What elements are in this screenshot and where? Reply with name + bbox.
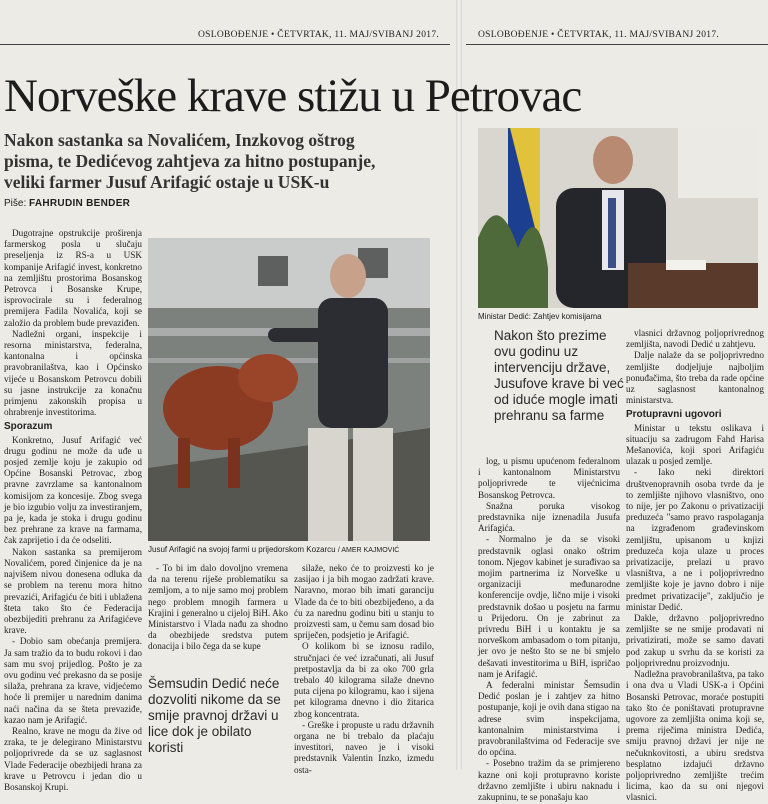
paragraph: log, u pismu upućenom federalnom i kantonalnom Ministarstvu poljoprivrede te vijećnicima Bosanskog Petrovca. — [478, 456, 620, 500]
page-header-left: OSLOBOĐENJE • ČETVRTAK, 11. MAJ/SVIBANJ 2017. — [198, 30, 440, 40]
section-heading: Protupravni ugovori — [626, 409, 722, 421]
farm-photo-caption — [148, 545, 399, 554]
paragraph: - Posebno tražim da se primjereno kazne oni koji protupravno koriste državno zemljište i ubiru naknadu i zakupninu, te se ponašaju kao — [478, 758, 620, 803]
paragraph: Dugotrajne opstrukcije proširenja farmerskog posla u slučaju preseljenja iz RS-a u USK kompanije Arifagić invest, konkretno na zemljištu prostorima Bosanskog Petrovca i Bosanske Krupe, isprovocirale su i federalnog premijera Fadila Novalića, koji se založio da problem bude prevaziđen. — [4, 228, 142, 328]
paragraph: Realno, krave ne mogu da žive od zraka, te je delegirano Ministarstvu poljoprivrede da se uz saglasnost Vlade Federacije obezbijedi hrana za krave u Petrovcu i jedan dio u Bosanskoj Krupi. — [4, 725, 142, 792]
article-headline: Norveške krave stižu u Petrovac — [4, 70, 582, 122]
paragraph: Ministar u tekstu oslikava i situaciju sa zadrugom Fahd Harisa Mešanovića, koji spori Arifagiću ulazak u posjed zemlje. — [626, 422, 764, 467]
paragraph: - To bi im dalo dovoljno vremena da na terenu riješe problematiku sa zemljom, a to nije samo moj problem nego problem mnogih farmera u Krajini i generalno u cijeloj BiH. Ako Ministarstvo i Vlada nađu za shodno da obezbijede sredstva putem donacija i bilo čega da se kupe — [148, 563, 288, 652]
minister-photo-caption: Ministar Dedić: Zahtjev komisijama — [478, 312, 602, 321]
author-name: FAHRUDIN BENDER — [29, 198, 131, 209]
paragraph: Dalje nalaže da se poljoprivredno zemljište dodjeljuje najboljim ponuđačima, što treba da rade općine uz saglasnost kantonalnog ministarstva. — [626, 350, 764, 406]
article-byline — [4, 198, 130, 209]
minister-photo — [478, 128, 758, 308]
farm-photo — [148, 238, 430, 541]
article-column-1 — [4, 228, 142, 792]
page-header-right: OSLOBOĐENJE • ČETVRTAK, 11. MAJ/SVIBANJ 2017. — [478, 30, 720, 40]
article-subtitle: Nakon sastanka sa Novalićem, Inzkovog oštrog pisma, te Dedićevog zahtjeva za hitno postupanje, veliki farmer Jusuf Arifagić ostaje u USK-u — [4, 130, 376, 192]
paragraph: - Iako neki direktori društvenopravnih osoba tvrde da je to zemljište njihovo vlasništvo, ono to nije, jer po Zakonu o privatizaciji preduzeća "samo pravo raspolaganja na izgrađenom građevinskom zemljištu, upisanom u knjizi preduzeća koja ulaze u proces privatizacije, prelazi u pravo vlasništva, a ne i poljoprivredno zemljište koje je javno dobro i nije predmet privatizacije", zaključio je ministar Dedić. — [626, 467, 764, 612]
caption-text: Jusuf Arifagić na svojoj farmi u prijedorskom Kozarcu — [148, 545, 336, 554]
pull-quote-intervention: Nakon što prezime ovu godinu uz intervenciju države, Jusufove krave bi već od iduće mogle imati prehranu sa farme — [494, 328, 624, 423]
paragraph: - Dobio sam obećanja premijera. Ja sam tražio da to budu rokovi i dao sam mu svoj prijedlog. Pošto je za ovu godinu već prekasno da se posije silaža, prehrana za krave, vidjećemo hoće li premijer u narednim danima naći načina da se šteta prevaziđe, kazao nam je Arifagić. — [4, 636, 142, 725]
section-heading: Sporazum — [4, 421, 53, 433]
article-column-5 — [626, 328, 764, 803]
header-rule-left — [0, 44, 450, 45]
paragraph: Nadležni organi, inspekcije i resorna ministarstva, federalna, kantonalna i općinska pravobranilaštva, kao i Općinsko vijeće u Bosanskom Petrovcu dobili su jasne instrukcije za konačnu primjenu zakonskih propisa u ohrabrenje investitorima. — [4, 328, 142, 418]
paragraph: - Normalno je da se visoki predstavnik oglasi onako oštrim tonom. Njegov kabinet je surađivao sa mojim partnerima iz Norveške u organizaciji međunarodne konferencije ovdje, lično mije i visoki predstavnik došao u posjetu na farmu u Prijedoru. On je zabrinut za privredu BiH i u kontaktu je sa norveškom ambasadom o tom pitanju, jer ovo je nešto što se ne bi smjelo dešavati investitorima u BiH, ispričao nam je Arifagić. — [478, 534, 620, 679]
paragraph: silaže, neko će to proizvesti ko je zasijao i ja bih mogao zadržati krave. Naravno, morao bih imati garanciju Vlade da će to biti obezbijeđeno, a da ću za narednu godinu biti u stanju to proizvesti sam, u čemu sam dosad bio spriječen, podsjetio je Arifagić. — [294, 563, 434, 641]
paragraph: Snažna poruka visokog predstavnika nije iznenadila Jusufa Arifagića. — [478, 500, 620, 534]
paragraph: O kolikom bi se iznosu radilo, stručnjaci će već izračunati, ali Jusuf pretpostavlja da bi za oko 700 grla trebalo 40 kilograma silaže dnevno puta cijena po kilogramu, kao i sijena pet kilograma dnevno i dio žitarica zbog koncentrata. — [294, 641, 434, 719]
photo-credit: / AMER KAJMOVIĆ — [337, 547, 400, 554]
paragraph: A federalni ministar Šemsudin Dedić poslan je i zahtjev za hitno postupanje, koji je ovih dana stigao na adrese svim inspekcijama, kantonalnim ministarstvima i pravobranilaštvima od Federacije sve do općina. — [478, 680, 620, 758]
minister-photo-illustration — [478, 128, 758, 308]
paragraph: Konkretno, Jusuf Arifagić već drugu godinu ne može da uđe u posjed zemlje koju je zakupio od Općine Bosanski Petrovac, zbog pravne zavrzlame sa kantonalnom komisijom za koncesije. Zbog svega je bio izgubio volju za investiranjem, pa je, kada je stoka i drugu godinu bez prehrane za krave na farmama, čak zaprijetio i da će odseliti. — [4, 434, 142, 546]
paragraph: vlasnici državnog poljoprivrednog zemljišta, navodi Dedić u zahtjevu. — [626, 328, 764, 350]
paragraph: Nakon sastanka sa premijerom Novalićem, pored činjenice da je na najvišem nivou donesena odluka da se problem na terenu mora hitno prevazići, Arifagiću će biti i ublažena šteta tako što će Federacija obezbijediti prehranu za Arifagićeve krave. — [4, 546, 142, 636]
article-column-3 — [294, 563, 434, 775]
pull-quote-dedic: Šemsudin Dedić neće dozvoliti nikome da se smije pravnoj državi u lice dok je obilato koristi — [148, 676, 281, 755]
paragraph: Dakle, državno poljoprivredno zemljište se ne smije prodavati ni privatizirati, može se samo davati pod zakup u svrhu da se koristi za poljoprivrednu proizvodnju. — [626, 613, 764, 668]
article-column-2 — [148, 563, 288, 663]
paragraph: Nadležna pravobranilaštva, pa tako i ona dva u Vladi USK-a i Općini Bosanski Petrovac, moraće postupiti tako što će poništavati protupravne ugovore za zemljišta onima koji se, prema riječima ministra Dedića, smiju pravnoj državi jer nije ne nečuknkovitosti, a ubiru sredstva besplatno izdajući državno poljoprivredno zemljište trećim licima, kao da su oni njegovi vlasnici. — [626, 669, 764, 803]
farm-photo-illustration — [148, 238, 430, 541]
author-label: Piše: — [4, 198, 27, 209]
header-rule-right — [466, 44, 768, 45]
paragraph: - Greške i propuste u radu državnih organa ne bi trebalo da plaćaju investitori, naveo je i visoki predstavnik Valentin Inzko, izmedu osta- — [294, 719, 434, 775]
article-column-4 — [478, 456, 620, 803]
